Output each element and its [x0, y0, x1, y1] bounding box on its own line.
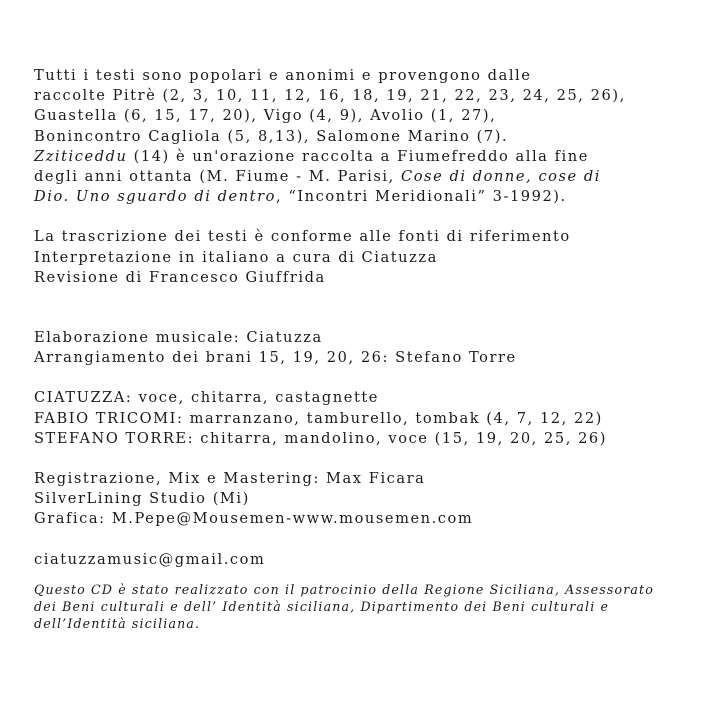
sources-line — [34, 167, 702, 187]
transcription-line: Revisione di Francesco Giuffrida — [34, 268, 326, 286]
acknowledgement-line: Questo CD è stato realizzato con il patrocinio della Regione Siciliana, Assessorato — [34, 581, 654, 597]
production-line: Grafica: M.Pepe@Mousemen-www.mousemen.com — [34, 510, 474, 528]
performer-line: FABIO TRICOMI: marranzano, tamburello, tombak (4, 7, 12, 22) — [34, 409, 603, 427]
sources-line: Guastella (6, 15, 17, 20), Vigo (4, 9), Avolio (1, 27), — [34, 107, 497, 125]
performer-line: STEFANO TORRE: chitarra, mandolino, voce (15, 19, 20, 25, 26) — [34, 429, 608, 447]
contact-email: ciatuzzamusic@gmail.com — [34, 550, 266, 568]
sources-text: degli anni ottanta (M. Fiume - M. Parisi, — [34, 168, 401, 186]
acknowledgement-line: dell’Identità siciliana. — [34, 615, 201, 631]
production-line: Registrazione, Mix e Mastering: Max Ficara — [34, 470, 426, 488]
credits-page — [34, 66, 702, 632]
sources-paragraph — [34, 66, 702, 207]
book-title: Cose di donne, cose di — [400, 168, 602, 186]
production-line: SilverLining Studio (Mi) — [34, 490, 250, 508]
performer-line: CIATUZZA: voce, chitarra, castagnette — [34, 389, 379, 407]
contact-paragraph — [34, 550, 702, 570]
transcription-line: La trascrizione dei testi è conforme alle fonti di riferimento — [34, 228, 571, 246]
sources-line — [34, 147, 702, 167]
music-line: Elaborazione musicale: Ciatuzza — [34, 329, 323, 347]
sources-line: raccolte Pitrè (2, 3, 10, 11, 12, 16, 18, 19, 21, 22, 23, 24, 25, 26), — [34, 87, 626, 105]
sources-text: , “Incontri Meridionali” 3-1992). — [275, 188, 567, 206]
transcription-paragraph — [34, 227, 702, 288]
sources-line — [34, 187, 702, 207]
acknowledgement-paragraph — [34, 581, 702, 632]
book-title: Dio. Uno sguardo di dentro — [34, 188, 276, 206]
sources-text: (14) è un'orazione raccolta a Fiumefreddo alla fine — [127, 147, 589, 165]
music-paragraph — [34, 328, 702, 368]
sources-line: Bonincontro Cagliola (5, 8,13), Salomone Marino (7). — [34, 127, 509, 145]
acknowledgement-line: dei Beni culturali e dell’ Identità siciliana, Dipartimento dei Beni culturali e — [34, 598, 610, 614]
music-line: Arrangiamento dei brani 15, 19, 20, 26: Stefano Torre — [34, 349, 517, 367]
song-title: Zziticeddu — [34, 147, 128, 165]
performers-paragraph — [34, 388, 702, 449]
sources-line: Tutti i testi sono popolari e anonimi e provengono dalle — [34, 67, 532, 84]
production-paragraph — [34, 469, 702, 530]
transcription-line: Interpretazione in italiano a cura di Ciatuzza — [34, 248, 438, 266]
